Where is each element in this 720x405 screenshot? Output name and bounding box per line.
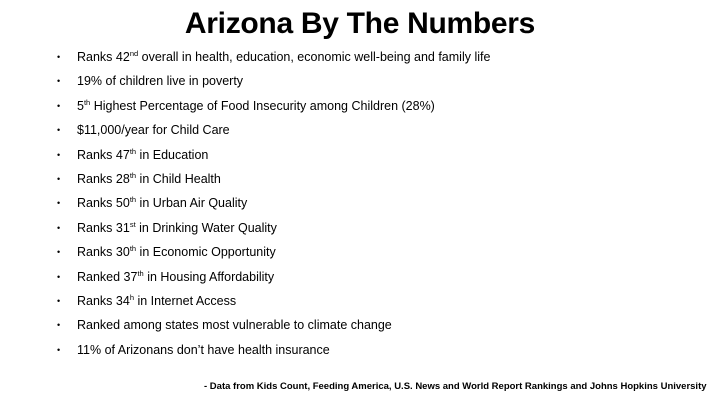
bullet-text: Ranks 31st in Drinking Water Quality	[77, 219, 277, 235]
bullet-icon: •	[57, 198, 61, 209]
bullet-icon: •	[57, 222, 61, 233]
bullet-text: 11% of Arizonans don’t have health insurance	[77, 342, 330, 357]
bullet-icon: •	[57, 295, 61, 306]
bullet-text: Ranks 34$^h$ in Internet Access	[77, 292, 237, 308]
bullet-text: Ranked among states most vulnerable to climate change	[77, 318, 392, 333]
bullet-text: Ranks 30th in Economic Opportunity	[77, 244, 276, 260]
bullet-icon: •	[57, 271, 61, 282]
slide-title: Arizona By The Numbers	[184, 7, 536, 40]
bullet-text: Ranked 37th in Housing Affordability	[77, 268, 275, 284]
bullet-icon: •	[57, 247, 61, 258]
bullet-text: Ranks 50th in Urban Air Quality	[77, 195, 248, 211]
bullet-icon: •	[57, 173, 61, 184]
bullet-icon: •	[57, 76, 61, 87]
bullet-icon: •	[57, 100, 61, 111]
bullet-icon: •	[57, 125, 61, 136]
bullet-icon: •	[57, 344, 61, 355]
source-note: - Data from Kids Count, Feeding America, U.S. News and World Report Rankings and Johns Hopkins University	[204, 381, 707, 392]
bullet-icon: •	[57, 52, 61, 62]
bullet-text: Ranks 47th in Education	[77, 146, 209, 162]
bullet-text: Ranks 28th in Child Health	[77, 170, 221, 186]
bullet-text: $11,000/year for Child Care	[77, 123, 230, 138]
bullet-text: Ranks 42nd overall in health, education, economic well-being and family life	[77, 49, 491, 64]
bullet-text: 5th Highest Percentage of Food Insecurity among Children (28%)	[77, 97, 435, 113]
bullet-text: 19% of children live in poverty	[77, 74, 244, 89]
bullet-icon: •	[57, 149, 61, 160]
bullet-icon: •	[57, 320, 61, 331]
